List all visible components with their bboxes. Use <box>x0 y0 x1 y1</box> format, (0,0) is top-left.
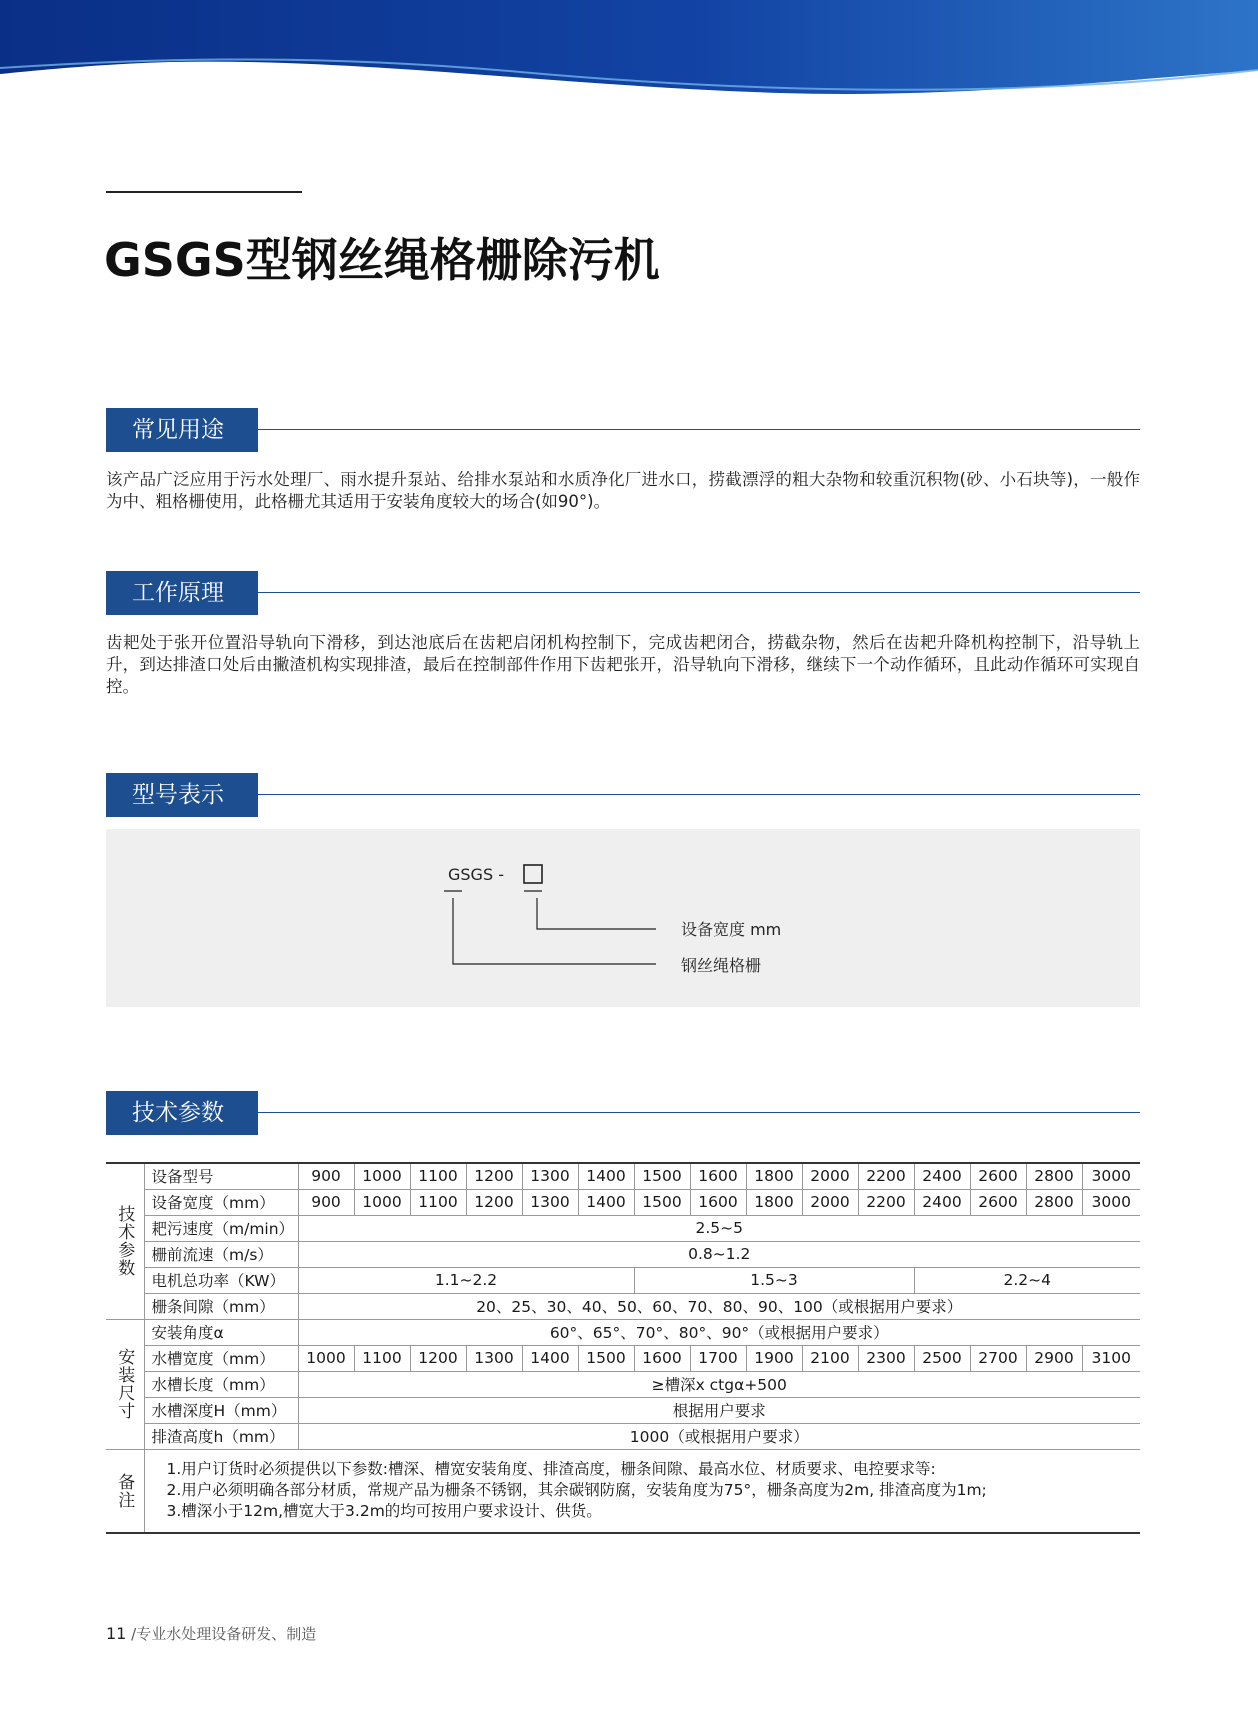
cell: 1.5~3 <box>634 1267 914 1293</box>
model-width-box <box>524 865 542 883</box>
cell: 2800 <box>1026 1189 1082 1215</box>
row-label: 栅条间隙（mm） <box>144 1293 298 1319</box>
cell: 900 <box>298 1189 354 1215</box>
row-label: 水槽长度（mm） <box>144 1371 298 1397</box>
group-label-tech: 技术参数 <box>106 1163 144 1319</box>
table-row-notes <box>106 1449 1140 1533</box>
table-row-width <box>106 1189 1140 1215</box>
cell: 1800 <box>746 1163 802 1189</box>
cell: 2800 <box>1026 1163 1082 1189</box>
usage-text: 该产品广泛应用于污水处理厂、雨水提升泵站、给排水泵站和水质净化厂进水口，捞截漂浮的粗大杂物和较重沉积物(砂、小石块等)，一般作为中、粗格栅使用，此格栅尤其适用于安装角度较大的场合(如90°)。 <box>106 470 1140 511</box>
cell: 2.2~4 <box>914 1267 1140 1293</box>
cell: 1700 <box>690 1345 746 1371</box>
cell: 1000 <box>354 1189 410 1215</box>
cell: 1300 <box>522 1189 578 1215</box>
section-usage-header <box>106 408 1140 452</box>
cell: ≥槽深x ctgα+500 <box>298 1371 1140 1397</box>
cell: 1200 <box>466 1189 522 1215</box>
row-label: 排渣高度h（mm） <box>144 1423 298 1449</box>
cell: 1500 <box>634 1163 690 1189</box>
table-row-discharge-height <box>106 1423 1140 1449</box>
row-label: 设备型号 <box>144 1163 298 1189</box>
section-label-usage: 常见用途 <box>106 408 258 452</box>
section-principle-header <box>106 571 1140 615</box>
section-rule <box>258 429 1140 430</box>
cell: 1800 <box>746 1189 802 1215</box>
row-label: 电机总功率（KW） <box>144 1267 298 1293</box>
table-row-flow-speed <box>106 1241 1140 1267</box>
header-wave-banner <box>0 0 1258 110</box>
row-label: 耙污速度（m/min） <box>144 1215 298 1241</box>
cell: 1200 <box>410 1345 466 1371</box>
cell: 1.1~2.2 <box>298 1267 634 1293</box>
width-label: 设备宽度 mm <box>681 920 782 939</box>
notes-cell <box>144 1449 1140 1533</box>
cell: 1600 <box>690 1163 746 1189</box>
page-title: GSGS型钢丝绳格栅除污机 <box>104 233 660 287</box>
type-label: 钢丝绳格栅 <box>681 956 762 975</box>
section-label-principle: 工作原理 <box>106 571 258 615</box>
cell: 0.8~1.2 <box>298 1241 1140 1267</box>
cell: 1300 <box>522 1163 578 1189</box>
model-designation-box <box>106 829 1140 1007</box>
section-label-specs: 技术参数 <box>106 1091 258 1135</box>
cell: 2400 <box>914 1163 970 1189</box>
cell: 1000（或根据用户要求） <box>298 1423 1140 1449</box>
footer-tagline: /专业水处理设备研发、制造 <box>131 1625 317 1643</box>
cell: 1100 <box>410 1163 466 1189</box>
cell: 900 <box>298 1163 354 1189</box>
page-footer <box>106 1623 316 1644</box>
note-item: 3.槽深小于12m,槽宽大于3.2m的均可按用户要求设计、供货。 <box>166 1502 602 1521</box>
row-label: 安装角度α <box>144 1319 298 1345</box>
cell: 1500 <box>634 1189 690 1215</box>
cell: 2600 <box>970 1189 1026 1215</box>
page-number: 11 <box>106 1624 127 1643</box>
note-item: 1.用户订货时必须提供以下参数:槽深、槽宽安装角度、排渣高度，栅条间隙、最高水位、材质要求、电控要求等: <box>166 1460 936 1479</box>
cell: 3100 <box>1082 1345 1140 1371</box>
cell: 3000 <box>1082 1163 1140 1189</box>
cell: 1600 <box>634 1345 690 1371</box>
cell: 1400 <box>578 1189 634 1215</box>
principle-text: 齿耙处于张开位置沿导轨向下滑移，到达池底后在齿耙启闭机构控制下，完成齿耙闭合，捞截杂物，然后在齿耙升降机构控制下，沿导轨上升，到达排渣口处后由撇渣机构实现排渣，最后在控制部件作用下齿耙张开，沿导轨向下滑移，继续下一个动作循环，且此动作循环可实现自控。 <box>106 633 1140 696</box>
cell: 2.5~5 <box>298 1215 1140 1241</box>
row-label: 设备宽度（mm） <box>144 1189 298 1215</box>
row-label: 水槽深度H（mm） <box>144 1397 298 1423</box>
model-designation-diagram <box>106 829 1140 1007</box>
cell: 2200 <box>858 1189 914 1215</box>
cell: 2900 <box>1026 1345 1082 1371</box>
table-row-rake-speed <box>106 1215 1140 1241</box>
cell: 3000 <box>1082 1189 1140 1215</box>
type-leader-line <box>453 898 656 964</box>
cell: 1000 <box>354 1163 410 1189</box>
cell: 1100 <box>354 1345 410 1371</box>
section-model-header <box>106 773 1140 817</box>
group-label-install: 安装尺寸 <box>106 1319 144 1449</box>
table-row-channel-width <box>106 1345 1140 1371</box>
title-rule <box>106 191 302 193</box>
width-leader-line <box>537 898 656 929</box>
row-label: 栅前流速（m/s） <box>144 1241 298 1267</box>
model-prefix-text: GSGS - <box>448 865 504 884</box>
table-row-model <box>106 1163 1140 1189</box>
note-item: 2.用户必须明确各部分材质，常规产品为栅条不锈钢，其余碳钢防腐，安装角度为75°，栅条高度为2m, 排渣高度为1m; <box>166 1481 987 1500</box>
table-row-channel-depth <box>106 1397 1140 1423</box>
spec-table <box>106 1162 1140 1534</box>
cell: 1100 <box>410 1189 466 1215</box>
cell: 1400 <box>522 1345 578 1371</box>
table-row-bar-gap <box>106 1293 1140 1319</box>
section-rule <box>258 1112 1140 1113</box>
section-rule <box>258 794 1140 795</box>
cell: 1000 <box>298 1345 354 1371</box>
table-row-angle <box>106 1319 1140 1345</box>
cell: 1900 <box>746 1345 802 1371</box>
table-row-motor-power <box>106 1267 1140 1293</box>
group-label-notes: 备注 <box>106 1449 144 1533</box>
cell: 2500 <box>914 1345 970 1371</box>
cell: 2000 <box>802 1163 858 1189</box>
cell: 2000 <box>802 1189 858 1215</box>
cell: 1200 <box>466 1163 522 1189</box>
cell: 1600 <box>690 1189 746 1215</box>
section-rule <box>258 592 1140 593</box>
cell: 2400 <box>914 1189 970 1215</box>
cell: 2100 <box>802 1345 858 1371</box>
cell: 2600 <box>970 1163 1026 1189</box>
cell: 1400 <box>578 1163 634 1189</box>
section-specs-header <box>106 1091 1140 1135</box>
cell: 2700 <box>970 1345 1026 1371</box>
cell: 1500 <box>578 1345 634 1371</box>
cell: 根据用户要求 <box>298 1397 1140 1423</box>
cell: 2200 <box>858 1163 914 1189</box>
table-row-channel-length <box>106 1371 1140 1397</box>
section-label-model: 型号表示 <box>106 773 258 817</box>
cell: 60°、65°、70°、80°、90°（或根据用户要求） <box>298 1319 1140 1345</box>
cell: 1300 <box>466 1345 522 1371</box>
row-label: 水槽宽度（mm） <box>144 1345 298 1371</box>
cell: 2300 <box>858 1345 914 1371</box>
cell: 20、25、30、40、50、60、70、80、90、100（或根据用户要求） <box>298 1293 1140 1319</box>
